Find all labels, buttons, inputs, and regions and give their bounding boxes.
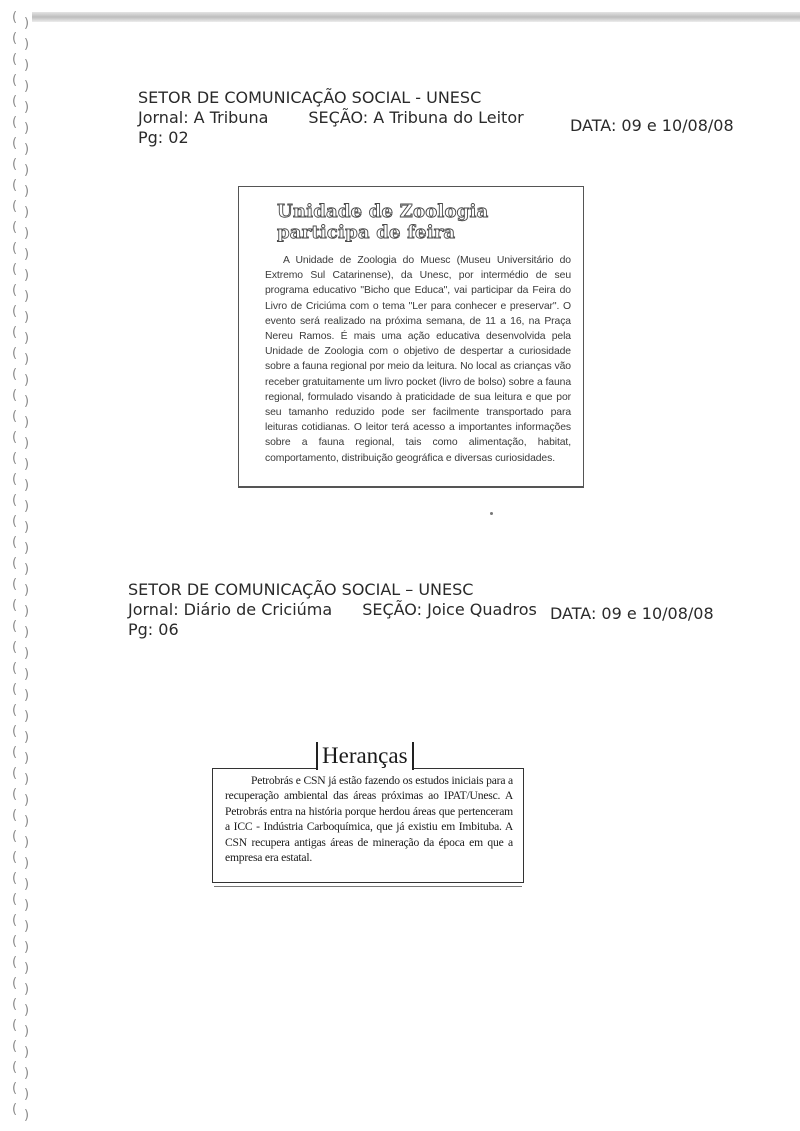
binder-hole-mark: ( (12, 136, 18, 151)
binder-hole-mark: ) (24, 121, 30, 136)
binder-hole-mark: ) (24, 268, 30, 283)
binder-hole-mark: ) (24, 1108, 30, 1123)
clipping-2-sector: SETOR DE COMUNICAÇÃO SOCIAL – UNESC (128, 580, 474, 599)
binder-hole-mark: ( (12, 1039, 18, 1054)
binder-hole-mark: ) (24, 1045, 30, 1060)
binder-hole-mark: ( (12, 451, 18, 466)
binder-hole-mark: ) (24, 856, 30, 871)
binder-hole-mark: ( (12, 556, 18, 571)
binder-hole-mark: ) (24, 247, 30, 262)
clipping-1-sector: SETOR DE COMUNICAÇÃO SOCIAL - UNESC (138, 88, 482, 107)
binder-hole-mark: ( (12, 808, 18, 823)
binder-hole-mark: ) (24, 289, 30, 304)
binder-hole-mark: ( (12, 955, 18, 970)
binder-hole-mark: ) (24, 751, 30, 766)
binder-hole-mark: ) (24, 520, 30, 535)
clipping-2-page: Pg: 06 (128, 620, 179, 639)
clipping-1-date: DATA: 09 e 10/08/08 (570, 116, 734, 135)
binder-hole-mark: ) (24, 457, 30, 472)
clipping-1-page: Pg: 02 (138, 128, 189, 147)
binder-hole-mark: ( (12, 325, 18, 340)
binder-hole-mark: ( (12, 661, 18, 676)
clipping-2-underline (214, 886, 522, 887)
clipping-1-header (138, 88, 524, 148)
binder-hole-mark: ) (24, 1087, 30, 1102)
binder-hole-mark: ) (24, 79, 30, 94)
binder-hole-mark: ( (12, 598, 18, 613)
clipping-1-secao: SEÇÃO: A Tribuna do Leitor (308, 108, 524, 127)
binder-hole-mark: ) (24, 625, 30, 640)
binder-hole-mark: ) (24, 100, 30, 115)
binder-hole-mark: ( (12, 514, 18, 529)
binder-hole-mark: ) (24, 415, 30, 430)
binder-hole-mark: ) (24, 205, 30, 220)
binder-hole-mark: ) (24, 583, 30, 598)
binder-hole-mark: ( (12, 577, 18, 592)
binder-hole-mark: ) (24, 961, 30, 976)
binder-hole-mark: ) (24, 940, 30, 955)
binder-hole-mark: ( (12, 766, 18, 781)
binder-hole-mark: ( (12, 976, 18, 991)
binder-hole-mark: ) (24, 1066, 30, 1081)
binder-hole-mark: ( (12, 871, 18, 886)
binder-hole-mark: ( (12, 472, 18, 487)
binder-holes (0, 0, 40, 1131)
clipping-2-secao: SEÇÃO: Joice Quadros (362, 600, 537, 619)
clipping-2-jornal: Jornal: Diário de Criciúma (128, 600, 333, 619)
binder-hole-mark: ( (12, 115, 18, 130)
binder-hole-mark: ( (12, 913, 18, 928)
binder-hole-mark: ( (12, 178, 18, 193)
binder-hole-mark: ( (12, 346, 18, 361)
binder-hole-mark: ) (24, 331, 30, 346)
binder-hole-mark: ( (12, 430, 18, 445)
binder-hole-mark: ( (12, 1060, 18, 1075)
binder-hole-mark: ( (12, 493, 18, 508)
binder-hole-mark: ( (12, 52, 18, 67)
binder-hole-mark: ) (24, 373, 30, 388)
clipping-2-body: Petrobrás e CSN já estão fazendo os estudos iniciais para a recuperação ambiental das áreas próximas ao IPAT/Unesc. A Petrobrás entra na história porque herdou áreas que pertenceram a ICC - Indústria Carboquímica, que já existiu em Imbituba. A CSN recupera antigas áreas de mineração da época em que a empresa era estatal. (225, 774, 513, 865)
binder-hole-mark: ) (24, 898, 30, 913)
binder-hole-mark: ( (12, 10, 18, 25)
binder-hole-mark: ) (24, 604, 30, 619)
binder-hole-mark: ) (24, 142, 30, 157)
binder-hole-mark: ( (12, 1102, 18, 1117)
clipping-2-header (128, 580, 537, 640)
binder-hole-mark: ( (12, 745, 18, 760)
binder-hole-mark: ( (12, 283, 18, 298)
binder-hole-mark: ) (24, 352, 30, 367)
binder-hole-mark: ) (24, 1024, 30, 1039)
clipping-1-body: A Unidade de Zoologia do Muesc (Museu Universitário do Extremo Sul Catarinense), da Unesc, por intermédio de seu programa educativo "Bicho que Educa", vai participar da Feira do Livro de Criciúma com o tema "Ler para conhecer e preservar". O evento será realizado na próxima semana, de 11 a 16, na Praça Nereu Ramos. É mais uma ação educativa desenvolvida pela Unidade de Zoologia com o objetivo de despertar a curiosidade sobre a fauna regional por meio da leitura. No local as crianças vão receber gratuitamente um livro pocket (livro de bolso) sobre a fauna regional, formulado visando à praticidade de sua leitura e que por seu tamanho reduzido pode ser facilmente transportado para leituras cotidianas. O leitor terá acesso a importantes informações sobre a fauna regional, tais como alimentação, habitat, comportamento, distribuição geográfica e diversas curiosidades. (265, 255, 571, 464)
binder-hole-mark: ( (12, 241, 18, 256)
binder-hole-mark: ) (24, 310, 30, 325)
binder-hole-mark: ( (12, 388, 18, 403)
scan-speck (490, 512, 493, 515)
clipping-2-date: DATA: 09 e 10/08/08 (550, 604, 714, 623)
binder-hole-mark: ) (24, 730, 30, 745)
binder-hole-mark: ( (12, 262, 18, 277)
binder-hole-mark: ( (12, 892, 18, 907)
binder-hole-mark: ) (24, 982, 30, 997)
clipping-2-title: Heranças (316, 742, 414, 770)
binder-hole-mark: ) (24, 1003, 30, 1018)
binder-hole-mark: ( (12, 31, 18, 46)
binder-hole-mark: ) (24, 772, 30, 787)
binder-hole-mark: ( (12, 1018, 18, 1033)
binder-hole-mark: ) (24, 226, 30, 241)
binder-hole-mark: ) (24, 562, 30, 577)
binder-hole-mark: ) (24, 688, 30, 703)
binder-hole-mark: ( (12, 787, 18, 802)
binder-hole-mark: ) (24, 163, 30, 178)
binder-hole-mark: ) (24, 478, 30, 493)
binder-hole-mark: ) (24, 814, 30, 829)
binder-hole-mark: ( (12, 73, 18, 88)
binder-hole-mark: ) (24, 646, 30, 661)
scan-top-edge (32, 12, 800, 22)
binder-hole-mark: ) (24, 793, 30, 808)
clipping-1-article (238, 186, 584, 488)
binder-hole-mark: ( (12, 829, 18, 844)
binder-hole-mark: ) (24, 184, 30, 199)
binder-hole-mark: ( (12, 1081, 18, 1096)
binder-hole-mark: ( (12, 850, 18, 865)
binder-hole-mark: ) (24, 58, 30, 73)
clipping-1-title: Unidade de Zoologia participa de feira (277, 201, 489, 243)
binder-hole-mark: ) (24, 436, 30, 451)
binder-hole-mark: ) (24, 835, 30, 850)
binder-hole-mark: ( (12, 304, 18, 319)
binder-hole-mark: ( (12, 934, 18, 949)
binder-hole-mark: ) (24, 877, 30, 892)
clipping-2-article (212, 768, 524, 883)
clipping-1-jornal: Jornal: A Tribuna (138, 108, 269, 127)
binder-hole-mark: ) (24, 919, 30, 934)
binder-hole-mark: ) (24, 667, 30, 682)
binder-hole-mark: ( (12, 619, 18, 634)
binder-hole-mark: ) (24, 499, 30, 514)
binder-hole-mark: ( (12, 703, 18, 718)
binder-hole-mark: ) (24, 37, 30, 52)
binder-hole-mark: ( (12, 409, 18, 424)
binder-hole-mark: ( (12, 157, 18, 172)
binder-hole-mark: ) (24, 394, 30, 409)
binder-hole-mark: ( (12, 640, 18, 655)
binder-hole-mark: ( (12, 94, 18, 109)
binder-hole-mark: ) (24, 709, 30, 724)
binder-hole-mark: ( (12, 682, 18, 697)
binder-hole-mark: ) (24, 16, 30, 31)
binder-hole-mark: ( (12, 724, 18, 739)
binder-hole-mark: ( (12, 367, 18, 382)
binder-hole-mark: ( (12, 220, 18, 235)
binder-hole-mark: ) (24, 541, 30, 556)
binder-hole-mark: ( (12, 199, 18, 214)
binder-hole-mark: ( (12, 535, 18, 550)
binder-hole-mark: ( (12, 997, 18, 1012)
